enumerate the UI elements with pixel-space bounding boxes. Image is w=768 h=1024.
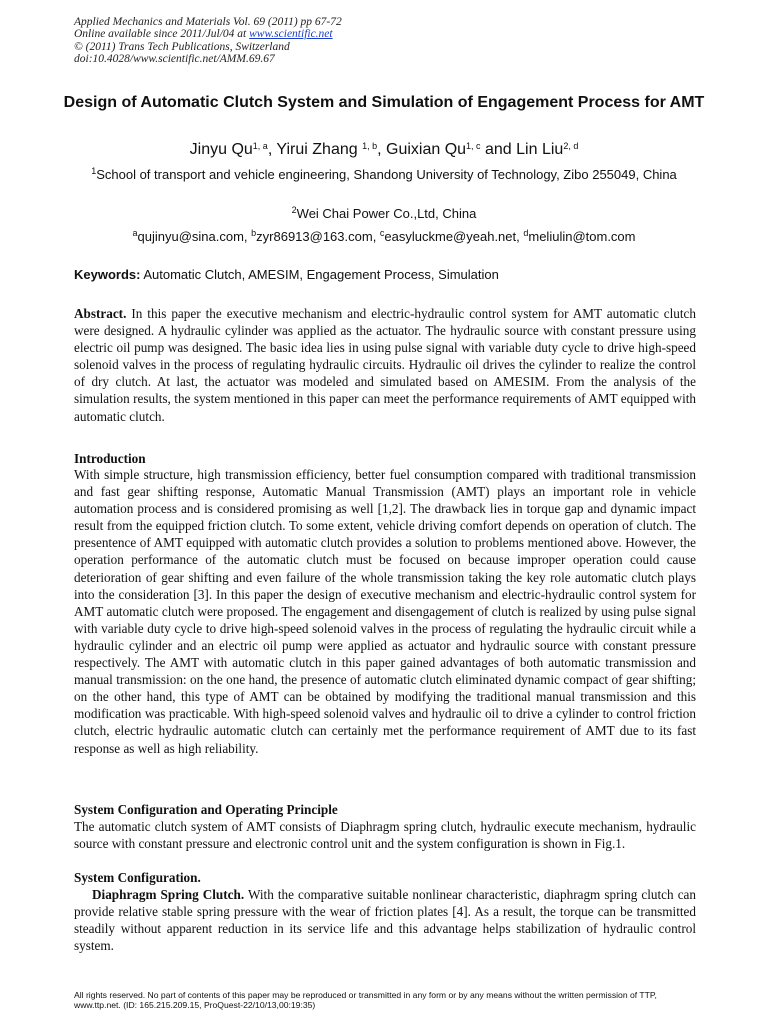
online-availability: Online available since 2011/Jul/04 at www.scientific.net (74, 28, 333, 41)
email-link[interactable]: easyluckme@yeah.net, (384, 229, 524, 244)
diaphragm-spring-clutch-paragraph (74, 886, 696, 954)
author-list: Jinyu Qu$^{1, a}$, Yirui Zhang $^{1, b}$, Guixian Qu$^{1, c}$ and Lin Liu$^{2, d}$ (189, 141, 579, 158)
affiliation-1: $^1$School of transport and vehicle engineering, Shandong University of Technology, Zibo 255049, China (91, 166, 677, 182)
introduction-text: With simple structure, high transmission efficiency, better fuel consumption compared with traditional transmission and fast gear shifting response, Automatic Manual Transmission (AMT) plays an important role in vehicle automation process and is considered promising as well [1,2]. The drawback lies in torque gap and dynamic impact result from the equipped friction clutch. To some extent, vehicle driving comfort depends on operation of clutch. The presentence of AMT equipped with automatic clutch provides a solution to problems mentioned above. However, the operation performance of the automatic clutch must be focused on because improper operation could cause deterioration of gear shifting and even failure of the whole transmission taking the key role automatic clutch plays into the consideration [3]. In this paper the design of executive mechanism and electric-hydraulic control system for AMT automatic clutch were proposed. The engagement and disengagement of clutch is realized by using pulse signal with variable duty cycle to drive high-speed solenoid valves in the process of regulating the hydraulic circuit while a hydraulic cylinder and an electric oil pump were applied as actuator and hydraulic source with constant pressure respectively. The AMT with automatic clutch in this paper gained advantages of both automatic transmission and manual transmission: on the one hand, the presence of automatic clutch eliminated dynamic compact of gear shifting; on the other hand, this type of AMT can be obtained by modifying the traditional manual transmission and this modification was practicable. With high-speed solenoid valves and hydraulic oil to drive a cylinder to control friction clutch, electric hydraulic automatic clutch can certainly met the performance requirement of AMT due to its fast response as well as high reliability. (74, 467, 696, 756)
author-name: Jinyu Qu (189, 141, 253, 158)
author-name: Yirui Zhang (276, 141, 363, 158)
system-configuration-text: The automatic clutch system of AMT consists of Diaphragm spring clutch, hydraulic execute mechanism, hydraulic source with constant pressure and electronic control unit and the system configuration is shown in Fig.1. (74, 819, 696, 852)
section-heading-system-configuration: System Configuration and Operating Principle (74, 802, 338, 817)
publisher-link[interactable]: www.scientific.net (249, 28, 333, 41)
keywords-label: Keywords: (74, 267, 141, 282)
keywords-text: Automatic Clutch, AMESIM, Engagement Process, Simulation (140, 267, 499, 282)
email-link[interactable]: zyr86913@163.com, (256, 229, 380, 244)
abstract-text: In this paper the executive mechanism and electric-hydraulic control system for AMT automatic clutch were designed. A hydraulic cylinder was applied as the actuator. The hydraulic source with constant pressure using electric oil pump was designed. The basic idea lies in using pulse signal with variable duty cycle to drive high-speed solenoid valves in the process of regulating hydraulic circuits. Hydraulic oil drives the cylinder to realize the control of dry clutch. At last, the actuator was modeled and simulated based on AMESIM. From the analysis of the simulation results, the system mentioned in this paper can meet the performance requirements of AMT equipped with automatic clutch. (74, 306, 696, 424)
affiliation-2: $^2$Wei Chai Power Co.,Ltd, China (291, 205, 477, 221)
journal-header (74, 16, 674, 65)
abstract-label: Abstract. (74, 306, 127, 321)
author-name: Lin Liu (516, 141, 564, 158)
subsection-heading-system-configuration: System Configuration. (74, 870, 201, 885)
email-link[interactable]: qujinyu@sina.com, (137, 229, 252, 244)
diaphragm-text: With the comparative suitable nonlinear characteristic, diaphragm spring clutch can provide relative stable spring pressure with the wear of friction plates [4]. As a result, the torque can be transmitted steadily without apparent reduction in its service life and this advantage helps stabilization of hydraulic control system. (74, 887, 696, 954)
section-heading-introduction: Introduction (74, 451, 146, 466)
paper-title: Design of Automatic Clutch System and Simulation of Engagement Process for AMT (63, 94, 705, 111)
rights-footer: All rights reserved. No part of contents of this paper may be reproduced or transmitted in any form or by any means without the written permission of TTP, www.ttp.net. (ID: 165.215.209.15, ProQuest-22/10/13,00:19:35) (74, 990, 657, 1010)
diaphragm-label: Diaphragm Spring Clutch. (92, 887, 245, 902)
abstract (74, 305, 696, 425)
author-emails: $^a$qujinyu@sina.com, $^b$zyr86913@163.com, $^c$easyluckme@yeah.net, $^d$meliulin@tom.com (132, 228, 636, 244)
doi: doi:10.4028/www.scientific.net/AMM.69.67 (74, 52, 275, 65)
author-name: Guixian Qu (386, 141, 467, 158)
journal-citation: Applied Mechanics and Materials Vol. 69 (2011) pp 67-72 (74, 16, 342, 28)
keywords (74, 266, 694, 283)
email-link[interactable]: meliulin@tom.com (528, 229, 636, 244)
copyright-notice: © (2011) Trans Tech Publications, Switzerland (74, 40, 290, 53)
